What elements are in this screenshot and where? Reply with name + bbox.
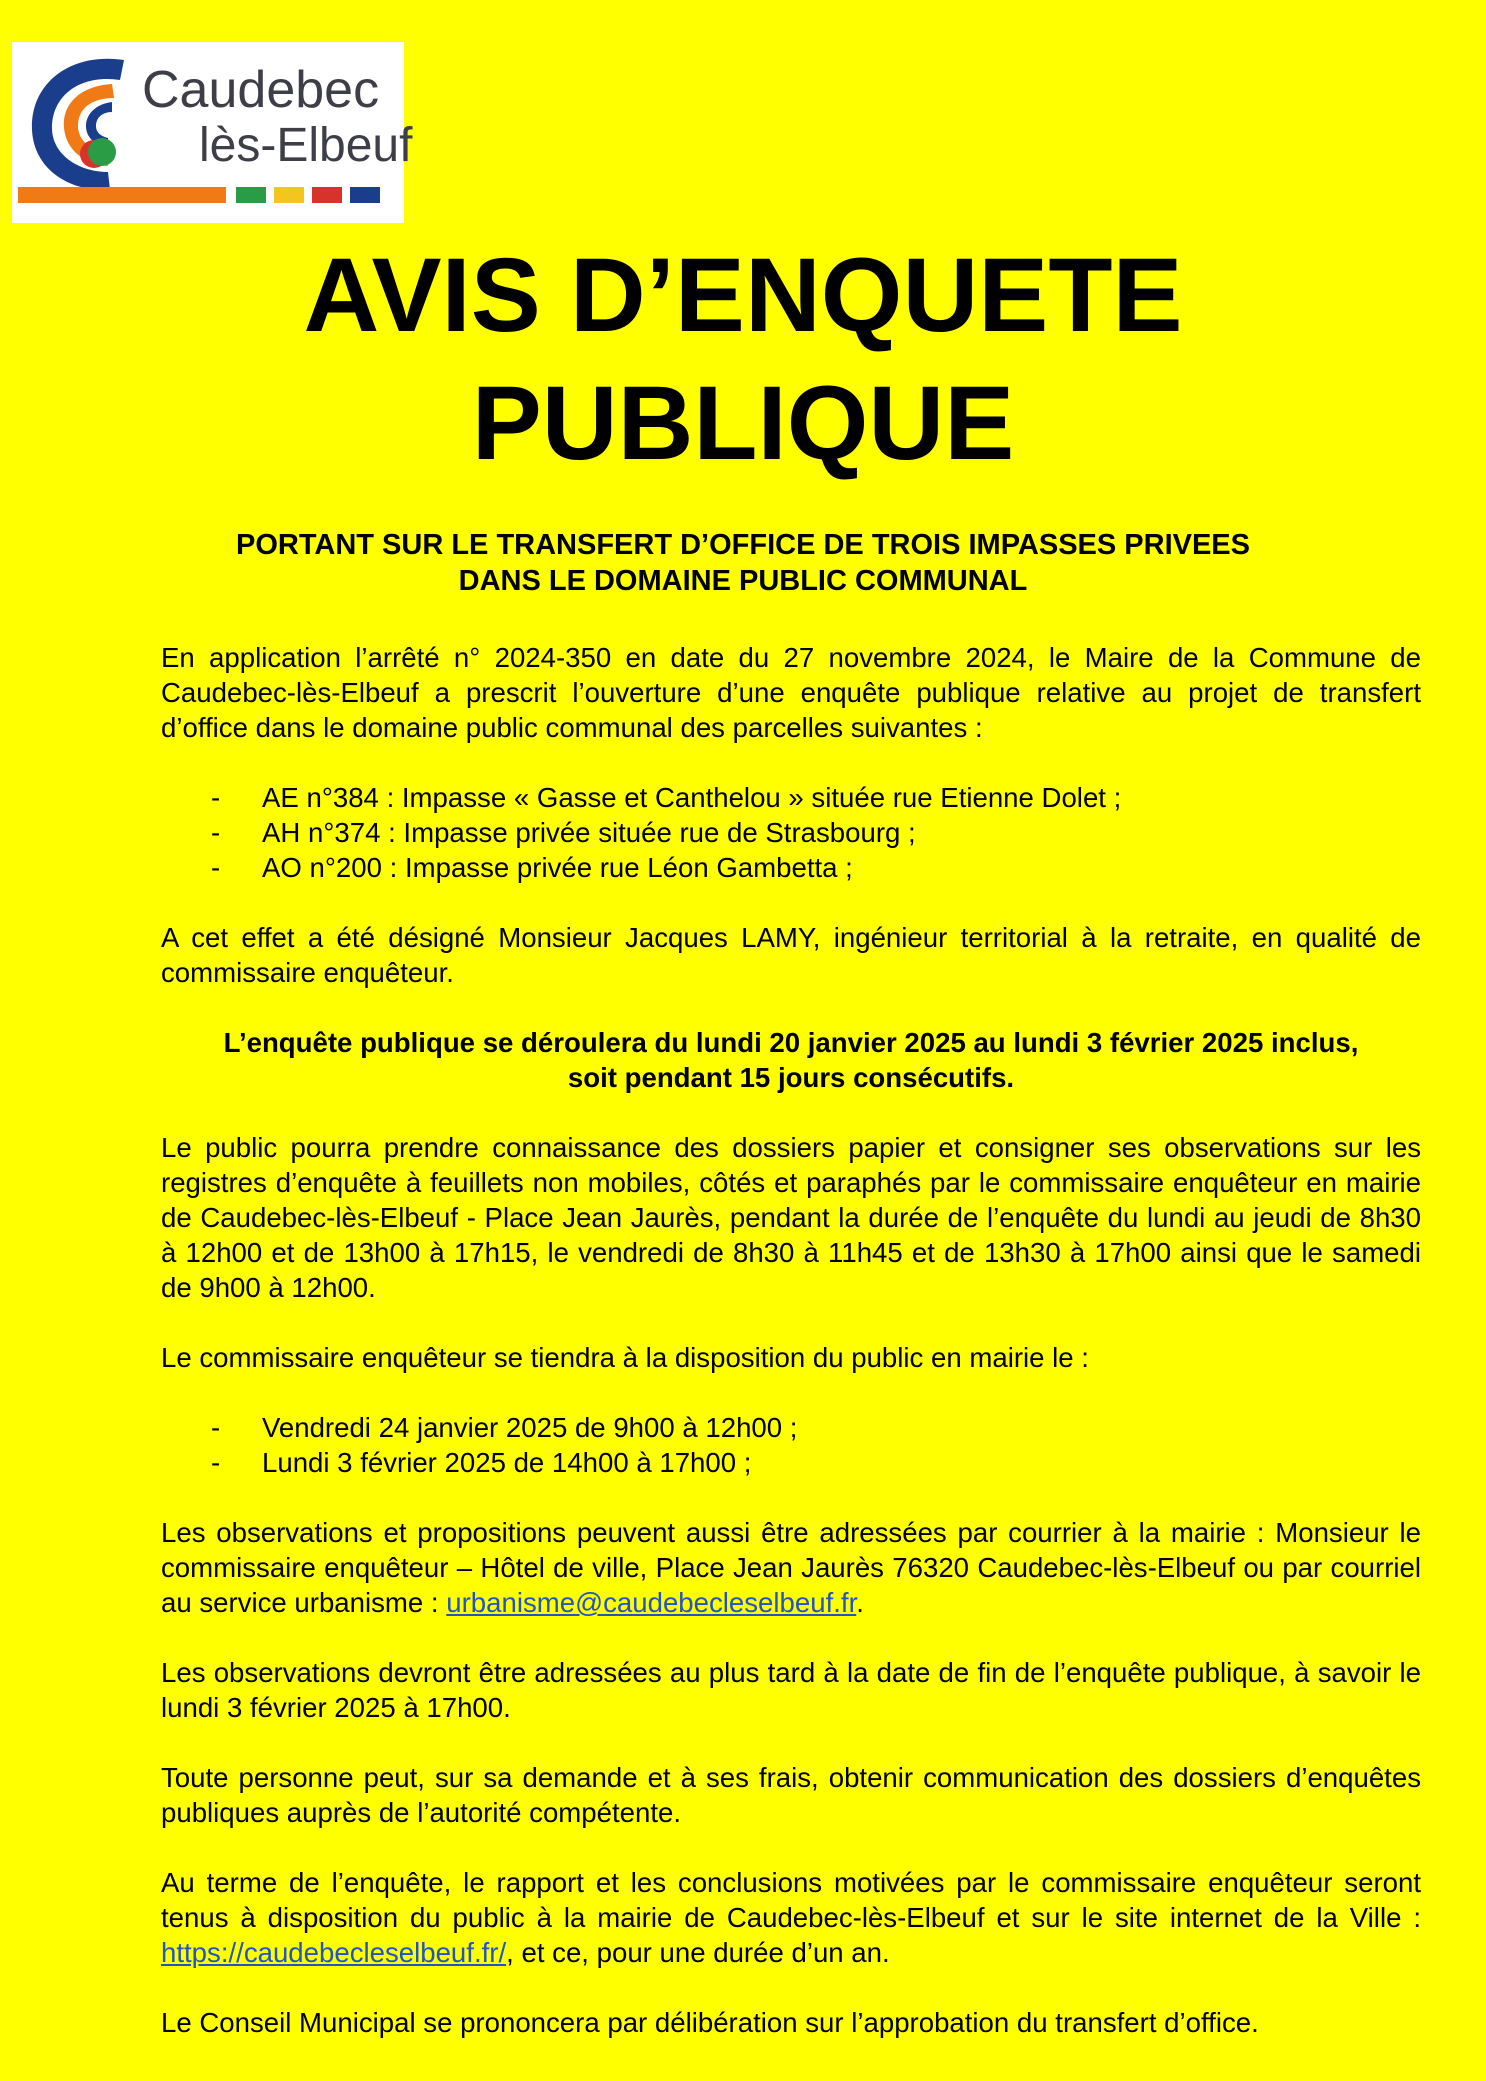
dates-line-1: L’enquête publique se déroulera du lundi 20 janvier 2025 au lundi 3 février 2025 inclus, (223, 1027, 1359, 1058)
subtitle-line-2: DANS LE DOMAINE PUBLIC COMMUNAL (458, 565, 1028, 597)
report-paragraph: Au terme de l’enquête, le rapport et les conclusions motivées par le commissaire enquêteur seront tenus à disposition du public à la mairie de Caudebec-lès-Elbeuf et sur le site internet de la Ville : https://caudebecleselbeuf.fr/, et ce, pour une durée d’un an. (161, 1867, 1421, 1968)
parcel-list (161, 780, 1421, 885)
list-item: - AH n°374 : Impasse privée située rue de Strasbourg ; (211, 817, 916, 848)
subtitle-line-1: PORTANT SUR LE TRANSFERT D’OFFICE DE TROIS IMPASSES PRIVEES (235, 529, 1250, 561)
logo-subname: lès-Elbeuf (199, 119, 413, 172)
mail-paragraph: Les observations et propositions peuvent aussi être adressées par courrier à la mairie : Monsieur le commissaire enquêteur – Hôtel de ville, Place Jean Jaurès 76320 Caudebec-lès-Elbeuf ou par courriel au service urbanisme : urbanisme@caudebecleselbeuf.fr. (161, 1517, 1421, 1618)
dates-line-2: soit pendant 15 jours consécutifs. (567, 1062, 1015, 1093)
permanence-intro: Le commissaire enquêteur se tiendra à la disposition du public en mairie le : (161, 1342, 1089, 1373)
commissioner-paragraph: A cet effet a été désigné Monsieur Jacques LAMY, ingénieur territorial à la retraite, en qualité de commissaire enquêteur. (161, 922, 1421, 988)
deadline-paragraph: Les observations devront être adressées au plus tard à la date de fin de l’enquête publique, à savoir le lundi 3 février 2025 à 17h00. (161, 1657, 1421, 1723)
title-line-1: AVIS D’ENQUETE (303, 237, 1183, 354)
website-link[interactable]: https://caudebecleselbeuf.fr/ (161, 1937, 507, 1968)
list-item: - AE n°384 : Impasse « Gasse et Canthelou » située rue Etienne Dolet ; (211, 782, 1122, 813)
intro-paragraph: En application l’arrêté n° 2024-350 en date du 27 novembre 2024, le Maire de la Commune de Caudebec-lès-Elbeuf a prescrit l’ouverture d’une enquête publique relative au projet de transfert d’office dans le domaine public communal des parcelles suivantes : (161, 642, 1421, 743)
notice-body (161, 640, 1421, 2040)
city-logo (12, 42, 413, 223)
permanence-list (161, 1410, 1421, 1480)
page-subtitle (150, 527, 1336, 599)
email-link[interactable]: urbanisme@caudebecleselbeuf.fr (446, 1587, 857, 1618)
title-line-2: PUBLIQUE (471, 365, 1015, 482)
public-access-paragraph: Le public pourra prendre connaissance des dossiers papier et consigner ses observations sur les registres d’enquête à feuillets non mobiles, côtés et paraphés par le commissaire enquêteur en mairie de Caudebec-lès-Elbeuf - Place Jean Jaurès, pendant la durée de l’enquête du lundi au jeudi de 8h30 à 12h00 et de 13h00 à 17h15, le vendredi de 8h30 à 11h45 et de 13h30 à 17h00 ainsi que le samedi de 9h00 à 12h00. (161, 1132, 1421, 1303)
list-item: - Lundi 3 février 2025 de 14h00 à 17h00 ; (211, 1447, 752, 1478)
communication-paragraph: Toute personne peut, sur sa demande et à ses frais, obtenir communication des dossiers d’enquêtes publiques auprès de l’autorité compétente. (161, 1762, 1421, 1828)
page-title (0, 232, 1486, 488)
conclusion-paragraph: Le Conseil Municipal se prononcera par délibération sur l’approbation du transfert d’office. (161, 2007, 1259, 2038)
logo-name: Caudebec (142, 61, 380, 119)
list-item: - Vendredi 24 janvier 2025 de 9h00 à 12h00 ; (211, 1412, 798, 1443)
list-item: - AO n°200 : Impasse privée rue Léon Gambetta ; (211, 852, 853, 883)
